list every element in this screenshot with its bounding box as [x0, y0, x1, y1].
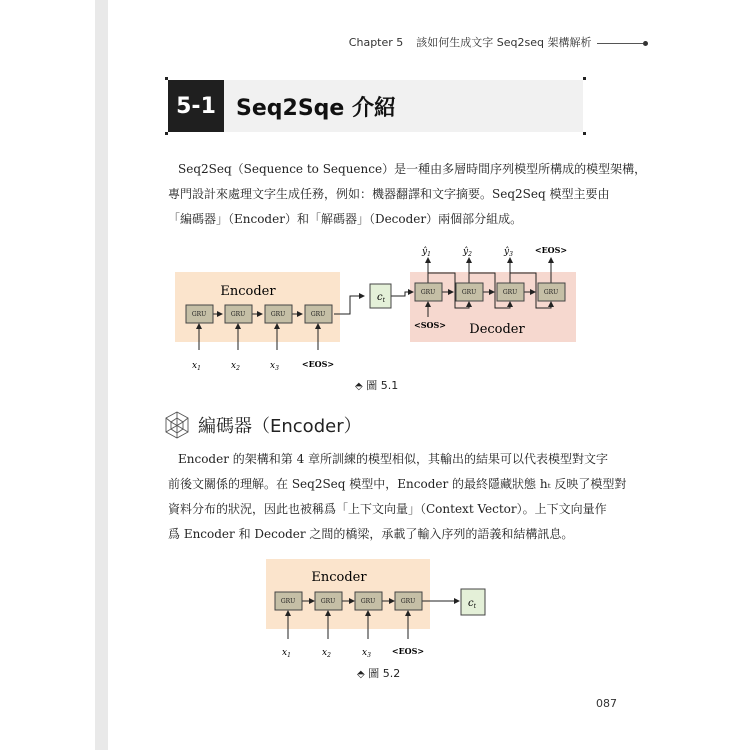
gru-cell: GRU [360, 598, 376, 605]
gru-cell: GRU [280, 598, 296, 605]
svg-text:ŷ3: $ŷ_3$ [504, 247, 513, 258]
svg-text:ŷ2: $ŷ_2$ [463, 247, 472, 258]
sos-token: <SOS> [414, 320, 446, 330]
encoder-label: Encoder [311, 570, 367, 585]
running-header [349, 34, 648, 50]
geometric-sphere-icon [162, 410, 192, 440]
svg-text:x2: $x_2$ [322, 648, 331, 659]
input-token: x [270, 361, 276, 371]
section-title: Seq2Sqe 介紹 [236, 95, 396, 121]
gru-cell: GRU [310, 311, 326, 318]
figure-5-1-diagram [0, 240, 750, 380]
paragraph-line: 資料分布的狀況，因此也被稱爲「上下文向量」（Context Vector）。上下文向量作 [168, 502, 607, 516]
caption-icon: ⬘ [357, 669, 365, 680]
paragraph-line: 「編碼器」（Encoder）和「解碼器」（Decoder）兩個部分組成。 [168, 212, 523, 226]
svg-text:x3: $x_3$ [270, 361, 279, 372]
input-token: x [322, 648, 328, 658]
gru-cell: GRU [420, 289, 436, 296]
figure-5-1-caption: ⬘ 圖 5.1 [355, 379, 399, 392]
input-token: x [282, 648, 288, 658]
output-token: ŷ [504, 247, 510, 257]
section-number: 5-1 [168, 80, 224, 132]
gru-cell: GRU [191, 311, 207, 318]
paragraph-line: 專門設計來處理文字生成任務，例如：機器翻譯和文字摘要。Seq2Seq 模型主要由 [168, 187, 610, 201]
svg-text:x2: $x_2$ [231, 361, 240, 372]
paragraph-line: 爲 Encoder 和 Decoder 之間的橋梁，承載了輸入序列的語義和結構訊息。 [168, 527, 574, 541]
subsection-title: 編碼器（Encoder） [198, 416, 362, 437]
svg-text:x3: $x_3$ [362, 648, 371, 659]
caption-icon: ⬘ [355, 381, 363, 392]
figure-5-2-diagram [0, 557, 750, 662]
svg-text:x1: $x_1$ [192, 361, 201, 372]
gru-cell: GRU [320, 598, 336, 605]
paragraph-line: Seq2Seq（Sequence to Sequence）是一種由多層時間序列模型所構成的模型架構， [178, 162, 647, 176]
gru-cell: GRU [502, 289, 518, 296]
svg-text:x1: $x_1$ [282, 648, 291, 659]
chapter-title: 該如何生成文字 Seq2seq 架構解析 [416, 36, 592, 49]
gru-cell: GRU [543, 289, 559, 296]
paragraph-line: 前後文關係的理解。在 Seq2Seq 模型中，Encoder 的最終隱藏狀態 hₜ 反映了模型對 [168, 477, 627, 491]
subsection-heading [162, 408, 362, 442]
input-token: <EOS> [301, 359, 335, 369]
encoder-label: Encoder [220, 284, 276, 299]
section-heading [168, 80, 583, 132]
gru-cell: GRU [270, 311, 286, 318]
input-token: <EOS> [391, 646, 425, 656]
output-token: <EOS> [534, 245, 568, 255]
context-label: c [377, 292, 383, 303]
input-token: x [362, 648, 368, 658]
intro-paragraph [168, 157, 647, 232]
output-token: ŷ [463, 247, 469, 257]
gru-cell: GRU [461, 289, 477, 296]
encoder-paragraph [168, 447, 627, 547]
decoder-label: Decoder [469, 322, 525, 337]
page-number: 087 [596, 697, 617, 710]
chapter-label: Chapter 5 [348, 36, 404, 49]
svg-text:ŷ1: $ŷ_1$ [422, 247, 431, 258]
context-subscript: t [473, 603, 477, 610]
context-label: c [468, 598, 474, 609]
input-token: x [192, 361, 198, 371]
header-rule [597, 43, 643, 44]
paragraph-line: Encoder 的架構和第 4 章所訓練的模型相似，其輸出的結果可以代表模型對文字 [178, 452, 609, 466]
output-token: ŷ [422, 247, 428, 257]
gru-cell: GRU [400, 598, 416, 605]
gru-cell: GRU [230, 311, 246, 318]
context-subscript: t [382, 297, 386, 304]
input-token: x [231, 361, 237, 371]
figure-5-2-caption: ⬘ 圖 5.2 [357, 667, 401, 680]
header-dot [643, 41, 648, 46]
